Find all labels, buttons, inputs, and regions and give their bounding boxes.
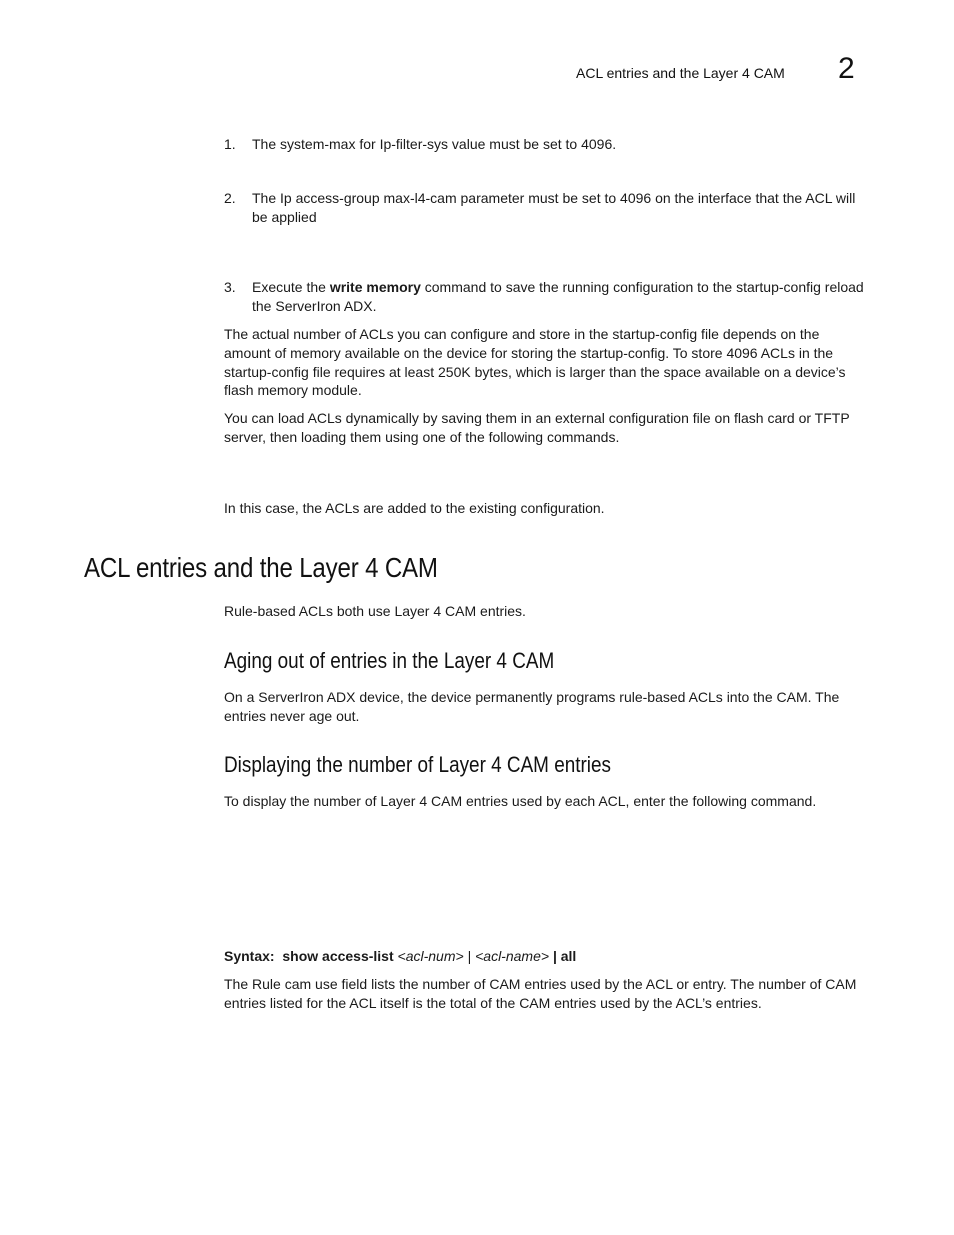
step-number: 3. bbox=[224, 279, 236, 295]
subsection-heading-display: Displaying the number of Layer 4 CAM entries bbox=[224, 752, 611, 777]
step-text: The Ip access-group max-l4-cam parameter must be set to 4096 on the interface that the ACL will be applied bbox=[252, 190, 856, 225]
subsection-heading-aging: Aging out of entries in the Layer 4 CAM bbox=[224, 648, 555, 673]
paragraph-display: To display the number of Layer 4 CAM entries used by each ACL, enter the following command. bbox=[224, 793, 817, 809]
step-text-pre: Execute the bbox=[252, 279, 330, 295]
list-item-step-1 bbox=[224, 135, 869, 154]
syntax-separator: | bbox=[467, 948, 472, 964]
step-text bbox=[252, 278, 869, 316]
step-number: 1. bbox=[224, 136, 236, 152]
command-write-memory: write memory bbox=[329, 279, 421, 295]
syntax-line bbox=[224, 947, 869, 966]
paragraph-load-acls: You can load ACLs dynamically by saving them in an external configuration file on flash card or TFTP server, then loading them using one of the following commands. bbox=[224, 410, 850, 445]
step-number: 2. bbox=[224, 190, 236, 206]
paragraph-aging: On a ServerIron ADX device, the device permanently programs rule-based ACLs into the CAM. The entries never age out. bbox=[224, 689, 840, 724]
step-text: The system-max for Ip-filter-sys value must be set to 4096. bbox=[252, 136, 617, 152]
list-item-step-3 bbox=[224, 278, 869, 316]
syntax-command: show access-list bbox=[282, 948, 394, 964]
syntax-arg-acl-name: <acl-name> bbox=[475, 948, 550, 964]
syntax-label: Syntax: bbox=[224, 948, 275, 964]
list-item-step-2 bbox=[224, 189, 869, 227]
chapter-number: 2 bbox=[838, 52, 855, 85]
paragraph-rule-cam: The Rule cam use field lists the number of CAM entries used by the ACL or entry. The number of CAM entries listed for the ACL itself is the total of the CAM entries used by the ACL’s entries. bbox=[224, 976, 857, 1011]
step-text-post: command to save the running configuration to the startup-config reload the ServerIron ADX. bbox=[252, 279, 864, 314]
running-header-title: ACL entries and the Layer 4 CAM bbox=[576, 65, 785, 81]
syntax-arg-acl-num: <acl-num> bbox=[397, 948, 464, 964]
section-heading: ACL entries and the Layer 4 CAM bbox=[84, 552, 438, 583]
paragraph-existing-config: In this case, the ACLs are added to the existing configuration. bbox=[224, 500, 605, 516]
section-intro: Rule-based ACLs both use Layer 4 CAM entries. bbox=[224, 603, 526, 619]
paragraph-acl-storage: The actual number of ACLs you can configure and store in the startup-config file depends on the amount of memory available on the device for storing the startup-config. To store 4096 ACLs in the startup-config file requires at least 250K bytes, which is larger than the space available on a device’s flash memory module. bbox=[224, 326, 846, 399]
syntax-tail: | all bbox=[552, 948, 577, 964]
